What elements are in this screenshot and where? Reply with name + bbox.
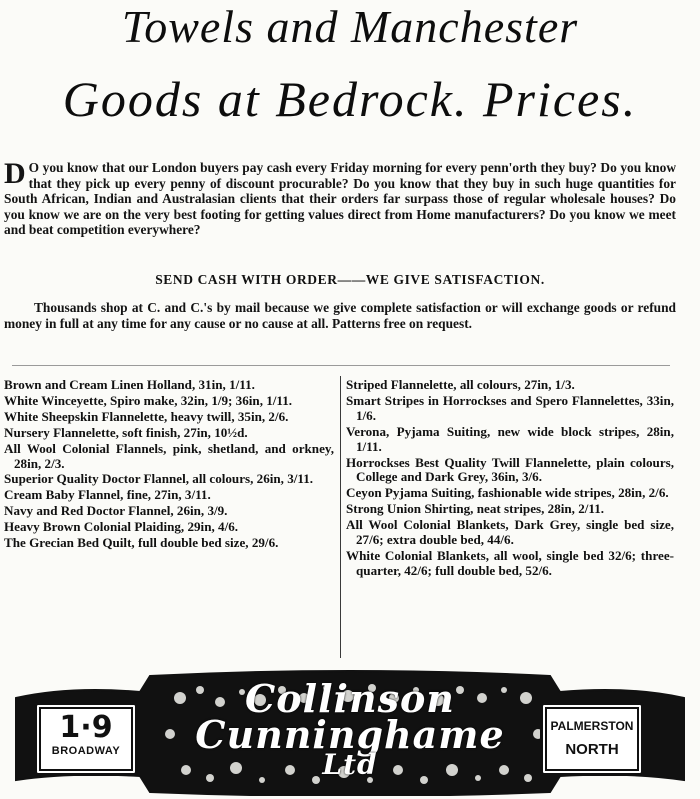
town-name-2: NORTH: [565, 741, 619, 758]
price-list-item: The Grecian Bed Quilt, full double bed size, 29/6.: [4, 535, 279, 551]
address-plate-left: [34, 702, 138, 776]
street-name: BROADWAY: [51, 745, 121, 757]
price-list-item: All Wool Colonial Blankets, Dark Grey, single bed size, 27/6; extra double bed, 44/6.: [346, 517, 674, 548]
intro-text: O you know that our London buyers pay cash every Friday morning for every penn'orth they buy? Do you know that they pick up every penny of discount procurable? Do you know that they buy in such huge quantities for South African, Indian and Australasian clients that their orders far surpass those of regular wholesale houses? Do you know we are on the very best footing for getting values direct from Home manufacturers? Do you know we meet and beat competition everywhere?: [4, 160, 676, 238]
company-banner: [10, 668, 690, 796]
price-list-item: All Wool Colonial Flannels, pink, shetland, and orkney, 28in, 2/3.: [4, 440, 334, 471]
section-rule: [12, 365, 670, 366]
company-name-line-1: Collinson: [245, 676, 455, 721]
slogan: SEND CASH WITH ORDER——WE GIVE SATISFACTION.: [155, 272, 545, 287]
price-list-item: Superior Quality Doctor Flannel, all colours, 26in, 3/11.: [4, 471, 314, 487]
intro-paragraph: [4, 157, 676, 238]
column-divider: [340, 376, 341, 658]
price-list-right: [346, 378, 674, 580]
price-list-item: Strong Union Shirting, neat stripes, 28in, 2/11.: [346, 501, 605, 517]
promise-paragraph: Thousands shop at C. and C.'s by mail because we give complete satisfaction or will exchange goods or refund money in full at any time for any cause or no cause at all. Patterns free on request.: [4, 300, 676, 331]
company-name-line-2: Cunninghame: [195, 712, 505, 757]
price-list-item: Heavy Brown Colonial Plaiding, 29in, 4/6.: [4, 519, 239, 535]
drop-cap: D: [4, 157, 26, 190]
street-number: 1·9: [59, 710, 113, 745]
headline-line-2: Goods at Bedrock. Prices.: [62, 71, 638, 127]
price-list-item: Navy and Red Doctor Flannel, 26in, 3/9.: [4, 503, 228, 519]
price-list-item: Nursery Flannelette, soft finish, 27in, 10½d.: [4, 424, 248, 440]
headline-line-1: Towels and Manchester: [121, 1, 579, 52]
price-list-left: [4, 378, 334, 552]
price-list-item: Cream Baby Flannel, fine, 27in, 3/11.: [4, 487, 211, 503]
price-list-item: Verona, Pyjama Suiting, new wide block stripes, 28in, 1/11.: [346, 423, 674, 454]
price-list-item: White Colonial Blankets, all wool, single bed 32/6; three-quarter, 42/6; full double bed, 52/6.: [346, 547, 674, 578]
address-plate-right: [540, 702, 644, 776]
price-list-item: Smart Stripes in Horrockses and Spero Flannelettes, 33in, 1/6.: [346, 392, 674, 423]
price-list-item: White Winceyette, Spiro make, 32in, 1/9; 36in, 1/11.: [4, 392, 293, 408]
price-list-item: Horrockses Best Quality Twill Flannelette, plain colours, College and Dark Grey, 36in, 3/6.: [346, 454, 674, 485]
price-list-item: White Sheepskin Flannelette, heavy twill, 35in, 2/6.: [4, 408, 289, 424]
price-list-item: Striped Flannelette, all colours, 27in, 1/3.: [346, 377, 575, 392]
price-list-item: Ceyon Pyjama Suiting, fashionable wide stripes, 28in, 2/6.: [346, 485, 669, 501]
company-name-line-3: Ltd: [322, 748, 378, 781]
price-list-item: Brown and Cream Linen Holland, 31in, 1/11.: [4, 377, 255, 392]
town-name-1: PALMERSTON: [550, 719, 634, 733]
